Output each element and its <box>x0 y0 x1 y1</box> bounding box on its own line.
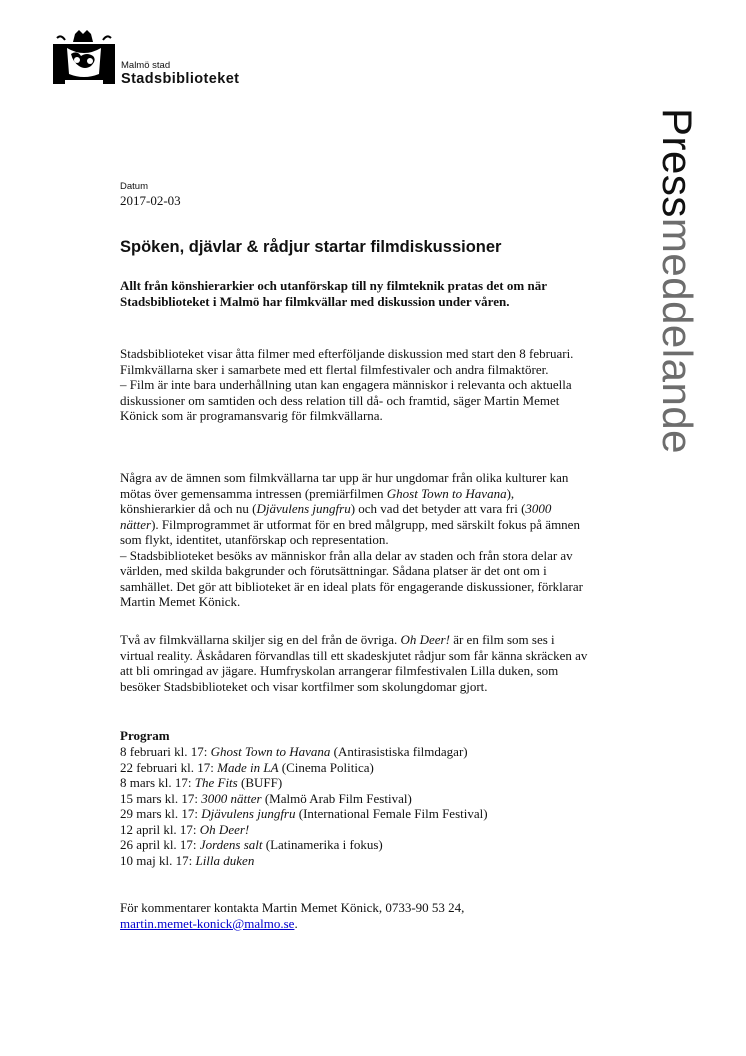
crest-icon <box>53 30 115 86</box>
film-title: Oh Deer! <box>400 632 450 647</box>
paragraph-2-text: Några av de ämnen som filmkvällarna tar upp är hur ungdomar från olika kulturer kan mötas över gemensamma intressen (premiärfilmen Ghost Town to Havana), könshierarkier då och nu (Djävulens jungfru) och vad det betyder att vara fri (3000 nätter). Filmprogrammet är utformat för en bred målgrupp, med särskilt fokus på ämnen som flykt, identitet, utanförskap och representation. <box>120 470 580 547</box>
press-release-title-dark: Press <box>654 108 701 218</box>
contact-text: För kommentarer kontakta Martin Memet Könick, 0733-90 53 24, <box>120 900 465 915</box>
date-label: Datum <box>120 181 148 192</box>
program-item: 8 februari kl. 17: Ghost Town to Havana (Antirasistiska filmdagar) <box>120 744 468 759</box>
program-item: 8 mars kl. 17: The Fits (BUFF) <box>120 775 283 790</box>
headline: Spöken, djävlar & rådjur startar filmdiskussioner <box>120 238 502 256</box>
org-city: Malmö stad <box>121 60 171 71</box>
film-title: Ghost Town to Havana <box>386 485 507 501</box>
paragraph-1 <box>120 346 590 424</box>
program-heading: Program <box>120 728 170 743</box>
paragraph-3 <box>120 632 590 694</box>
paragraph-1-text: Stadsbiblioteket visar åtta filmer med efterföljande diskussion med start den 8 februari. Filmkvällarna sker i samarbete med ett flertal filmfestivaler och andra filmaktörer. <box>120 346 574 377</box>
contact-email-link[interactable]: martin.memet-konick@malmo.se <box>120 915 295 931</box>
org-name: Stadsbiblioteket <box>121 71 240 87</box>
paragraph-2-quote: – Stadsbiblioteket besöks av människor från alla delar av staden och från stora delar av världen, med skilda bakgrunder och förutsättningar. Sådana platser är det ont om i samhället. Det gör att biblioteket är en ideal plats för engagerande diskussioner, förklarar Martin Memet Könick. <box>120 547 583 609</box>
press-release-title <box>654 108 700 454</box>
program-list <box>120 744 590 868</box>
program-item: 26 april kl. 17: Jordens salt (Latinamerika i fokus) <box>120 837 383 852</box>
malmo-crest-logo <box>53 30 115 86</box>
lead-paragraph: Allt från könshierarkier och utanförskap till ny filmteknik pratas det om när Stadsbiblioteket i Malmö har filmkvällar med diskussion under våren. <box>120 278 547 309</box>
date-value: 2017-02-03 <box>120 193 181 208</box>
paragraph-3-text: Två av filmkvällarna skiljer sig en del från de övriga. Oh Deer! är en film som ses i virtual reality. Åskådaren förvandlas till ett skadeskjutet rådjur som får känna skräcken av att bli omringad av jägare. Humfryskolan arrangerar filmfestivalen Lilla duken, som besöker Stadsbiblioteket och visar kortfilmer som skolungdomar gjort. <box>120 632 588 694</box>
program-item: 15 mars kl. 17: 3000 nätter (Malmö Arab Film Festival) <box>120 790 412 806</box>
film-title: Djävulens jungfru <box>256 501 351 516</box>
program-item: 12 april kl. 17: Oh Deer! <box>120 821 250 837</box>
paragraph-1-quote: – Film är inte bara underhållning utan kan engagera människor i relevanta och aktuella diskussioner om samtiden och dess relation till då- och framtid, säger Martin Memet Könick som är programansvarig för filmkvällarna. <box>120 377 572 423</box>
program-item: 22 februari kl. 17: Made in LA (Cinema Politica) <box>120 759 374 775</box>
program-item: 10 maj kl. 17: Lilla duken <box>120 852 255 868</box>
contact-info: För kommentarer kontakta Martin Memet Könick, 0733-90 53 24, martin.memet-konick@malmo.se. <box>120 900 465 931</box>
press-release-title-light: meddelande <box>654 217 701 455</box>
program-item: 29 mars kl. 17: Djävulens jungfru (International Female Film Festival) <box>120 806 488 821</box>
film-title: 3000 nätter <box>120 501 552 532</box>
paragraph-2 <box>120 470 590 610</box>
